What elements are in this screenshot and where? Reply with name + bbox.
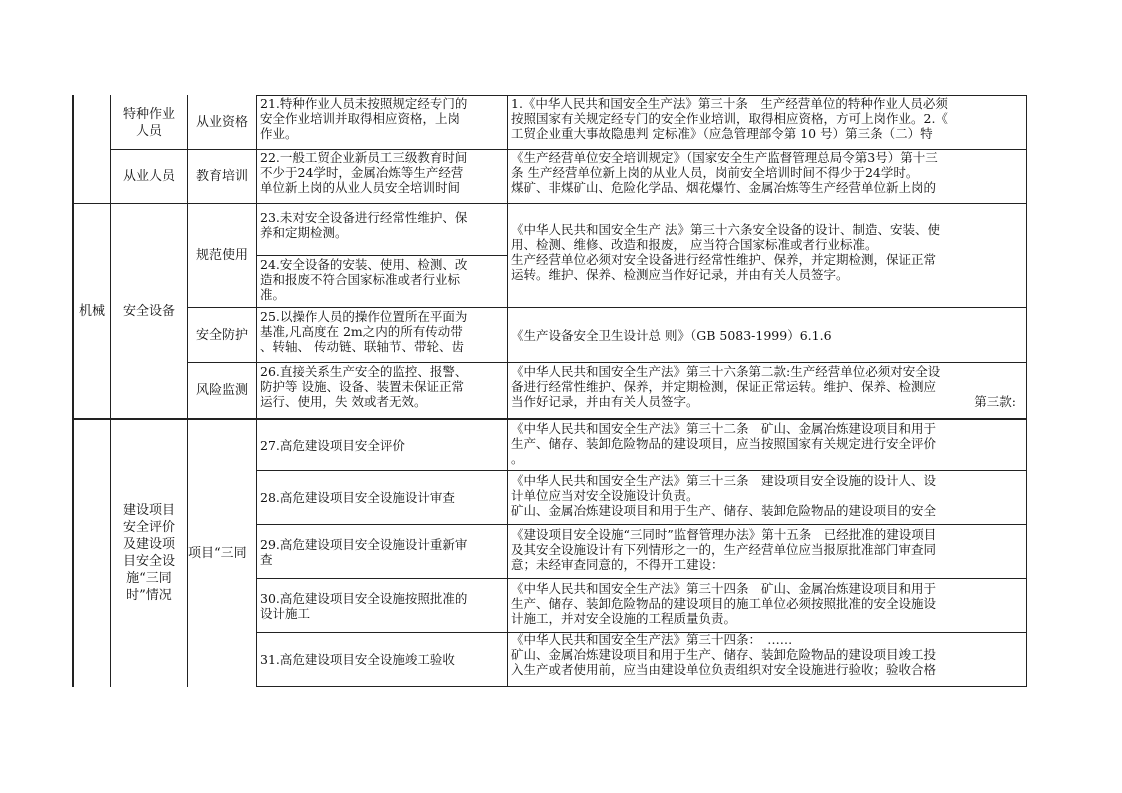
basis-31-line-3: 入生产或者使用前，应当由建设单位负责组织对安全设施进行验收；验收合格 (511, 662, 937, 677)
check-project-three-simultaneous (188, 420, 256, 686)
basis-28 (509, 473, 1026, 524)
item-30-line-2: 设计施工 (260, 605, 311, 621)
basis-27-line-2: 生产、储存、装卸危险物品的建设项目，应当按照国家有关规定进行安全评价 (511, 436, 937, 451)
item-31 (258, 633, 507, 686)
basis-21-line-2: 按照国家有关规定经专门的安全作业培训，取得相应资格，方可上岗作业。2.《 (511, 111, 948, 126)
basis-30-line-2: 生产、储存、装卸危险物品的建设项目的施工单位必须按照批准的安全设施设 (511, 596, 937, 611)
check-risk-monitoring (188, 363, 256, 418)
subcategory-special-operators-text: 特种作业人员 (122, 106, 175, 139)
item-28-text: 28.高危建设项目安全设施设计审查 (260, 490, 455, 505)
item-27 (258, 420, 507, 470)
item-21 (258, 96, 507, 149)
subcategory-practitioners (111, 150, 187, 203)
basis-27-line-1: 《中华人民共和国安全生产法》第三十二条 矿山、金属冶炼建设项目和用于 (511, 421, 937, 436)
basis-22-line-1: 《生产经营单位安全培训规定》（国家安全生产监督管理总局令第3号）第十三 (511, 150, 938, 165)
basis-29-line-3: 意；未经审查同意的，不得开工建设： (511, 557, 724, 572)
check-risk-monitoring-text: 风险监测 (195, 383, 248, 398)
basis-29 (509, 527, 1026, 578)
basis-22-line-3: 煤矿、非煤矿山、危险化学品、烟花爆竹、金属冶炼等生产经营单位新上岗的 (511, 180, 937, 195)
item-30 (258, 579, 507, 632)
basis-27 (509, 421, 1026, 470)
item-24-line-2: 造和报废不符合国家标准或者行业标 (260, 272, 461, 287)
basis-30 (509, 581, 1026, 632)
table-right-border (1026, 95, 1027, 687)
col-divider-check (256, 95, 257, 687)
basis-22 (509, 150, 1026, 203)
basis-26-line-2: 备进行经常性维护、保养，并定期检测，保证正常运转。维护、保养、检测应 (511, 379, 937, 394)
subcategory-safety-equipment (111, 204, 187, 418)
check-training-text: 教育培训 (195, 169, 248, 184)
item-28 (258, 471, 507, 524)
item-22-line-3: 单位新上岗的从业人员安全培训时间 (260, 180, 461, 195)
basis-28-line-1: 《中华人民共和国安全生产法》第三十三条 建设项目安全设施的设计人、设 (511, 473, 937, 488)
basis-21 (509, 96, 1026, 149)
basis-23-line-4: 运转。维护、保养、检测应当作好记录，并由有关人员签字。 (511, 267, 849, 282)
item-30-line-1: 30.高危建设项目安全设施按照批准的 (260, 590, 468, 606)
check-project-three-simultaneous-text: 项目“三同 (188, 545, 247, 561)
item-23 (258, 210, 507, 255)
basis-22-line-2: 条 生产经营单位新上岗的从业人员，岗前安全培训时间不得少于24学时。 (511, 165, 919, 180)
item-25 (258, 309, 507, 362)
subcategory-construction-line-1: 建设项目 (122, 503, 175, 518)
basis-31-line-2: 矿山、金属冶炼建设项目和用于生产、储存、装卸危险物品的建设项目竣工投 (511, 647, 937, 662)
subcategory-construction-line-4: 目安全设 (122, 554, 175, 569)
item-26 (258, 364, 507, 418)
basis-29-line-1: 《建设项目安全设施“三同时”监督管理办法》第十五条 已经批准的建设项目 (511, 527, 937, 542)
basis-23-line-1: 《中华人民共和国安全生产 法》第三十六条安全设备的设计、制造、安装、使 (511, 222, 940, 237)
item-23-line-1: 23.未对安全设备进行经常性维护、保 (260, 210, 468, 225)
item-25-line-3: 、转轴、 传动链、联轴节、带轮、齿 (260, 339, 464, 354)
basis-25 (509, 308, 1026, 362)
item-29-line-1: 29.高危建设项目安全设施设计重新审 (260, 536, 468, 552)
basis-21-line-3: 工贸企业重大事故隐患判 定标准》（应急管理部令第 10 号）第三条（二）特 (511, 126, 933, 141)
basis-30-line-1: 《中华人民共和国安全生产法》第三十四条 矿山、金属冶炼建设项目和用于 (511, 581, 937, 596)
basis-25-text: 《生产设备安全卫生设计总 则》（GB 5083-1999）6.1.6 (511, 327, 832, 343)
basis-23-line-3: 生产经营单位必须对安全设备进行经常性维护、保养，并定期检测，保证正常 (511, 252, 937, 267)
check-qualification (188, 96, 256, 149)
item-24-line-3: 准。 (260, 287, 286, 302)
item-23-line-2: 养和定期检测。 (260, 225, 348, 240)
basis-27-line-3: 。 (511, 451, 524, 466)
category-machinery (74, 204, 110, 418)
basis-28-line-2: 计单位应当对安全设施设计负责。 (511, 488, 699, 503)
item-29-line-2: 查 (260, 551, 273, 567)
category-machinery-text: 机械 (78, 303, 105, 319)
col-divider-item (507, 95, 508, 687)
basis-31-line-1: 《中华人民共和国安全生产法》第三十四条： …… (511, 632, 793, 647)
item-24-line-1: 24.安全设备的安装、使用、检测、改 (260, 257, 468, 272)
item-22-line-1: 22.一般工贸企业新员工三级教育时间 (260, 150, 468, 165)
item-31-text: 31.高危建设项目安全设施竣工验收 (260, 652, 455, 667)
item-22 (258, 150, 507, 203)
item-26-line-2: 防护等 设施、设备、装置未保证正常 (260, 379, 464, 394)
basis-29-line-2: 及其安全设施设计有下列情形之一的，生产经营单位应当报原批准部门审查同 (511, 542, 937, 557)
basis-26-tail: 第三款: (974, 394, 1016, 409)
item-21-line-2: 安全作业培训并取得相应资格，上岗 (260, 111, 461, 126)
basis-28-line-3: 矿山、金属冶炼建设项目和用于生产、储存、装卸危险物品的建设项目的安全 (511, 503, 937, 518)
subcategory-practitioners-text: 从业人员 (122, 169, 175, 184)
subcategory-construction-three-simultaneous (111, 420, 187, 686)
item-21-line-3: 作业。 (260, 126, 298, 141)
basis-23-24 (509, 222, 1026, 307)
row-line-23-bottom (256, 255, 507, 256)
subcategory-construction-text (123, 502, 175, 604)
basis-26-line-3: 当作好记录，并由有关人员签字。 (511, 394, 699, 409)
basis-31 (509, 632, 1026, 686)
basis-21-line-1: 1.《中华人民共和国安全生产法》第三十条 生产经营单位的特种作业人员必须 (511, 96, 948, 111)
basis-30-line-3: 计施工，并对安全设施的工程质量负责。 (511, 611, 737, 626)
basis-26-line-1: 《中华人民共和国安全生产法》第三十六条第二款:生产经营单位必须对安全设 (511, 364, 941, 379)
item-24 (258, 257, 507, 307)
item-26-line-1: 26.直接关系生产安全的监控、报警、 (260, 364, 468, 379)
item-27-text: 27.高危建设项目安全评价 (260, 437, 405, 453)
item-22-line-2: 不少于24学时，金属冶炼等生产经营 (260, 165, 464, 180)
basis-23-line-2: 用、检测、维修、改造和报废， 应当符合国家标准或者行业标准。 (511, 237, 878, 252)
row-line-31-bottom (256, 686, 1027, 687)
basis-26 (509, 364, 1026, 418)
subcategory-special-operators (111, 96, 187, 149)
item-25-line-2: 基准,凡高度在 2m之内的所有传动带 (260, 324, 463, 339)
subcategory-construction-line-5: 施“三同 (126, 571, 172, 586)
check-standard-use-text: 规范使用 (195, 248, 248, 263)
item-21-line-1: 21.特种作业人员未按照规定经专门的 (260, 96, 468, 111)
subcategory-construction-line-6: 时”情况 (126, 588, 172, 603)
check-safety-protection-text: 安全防护 (195, 327, 248, 343)
subcategory-construction-line-2: 安全评价 (122, 520, 175, 535)
subcategory-construction-line-3: 及建设项 (122, 537, 175, 552)
subcategory-safety-equipment-text: 安全设备 (122, 303, 175, 319)
check-safety-protection (188, 308, 256, 362)
check-qualification-text: 从业资格 (195, 115, 248, 130)
check-standard-use (188, 204, 256, 307)
check-training (188, 150, 256, 203)
item-25-line-1: 25.以操作人员的操作位置所在平面为 (260, 309, 468, 324)
item-26-line-3: 运行、使用，失 效或者无效。 (260, 394, 427, 409)
row-line-25-bottom (187, 362, 1027, 363)
item-29 (258, 525, 507, 578)
